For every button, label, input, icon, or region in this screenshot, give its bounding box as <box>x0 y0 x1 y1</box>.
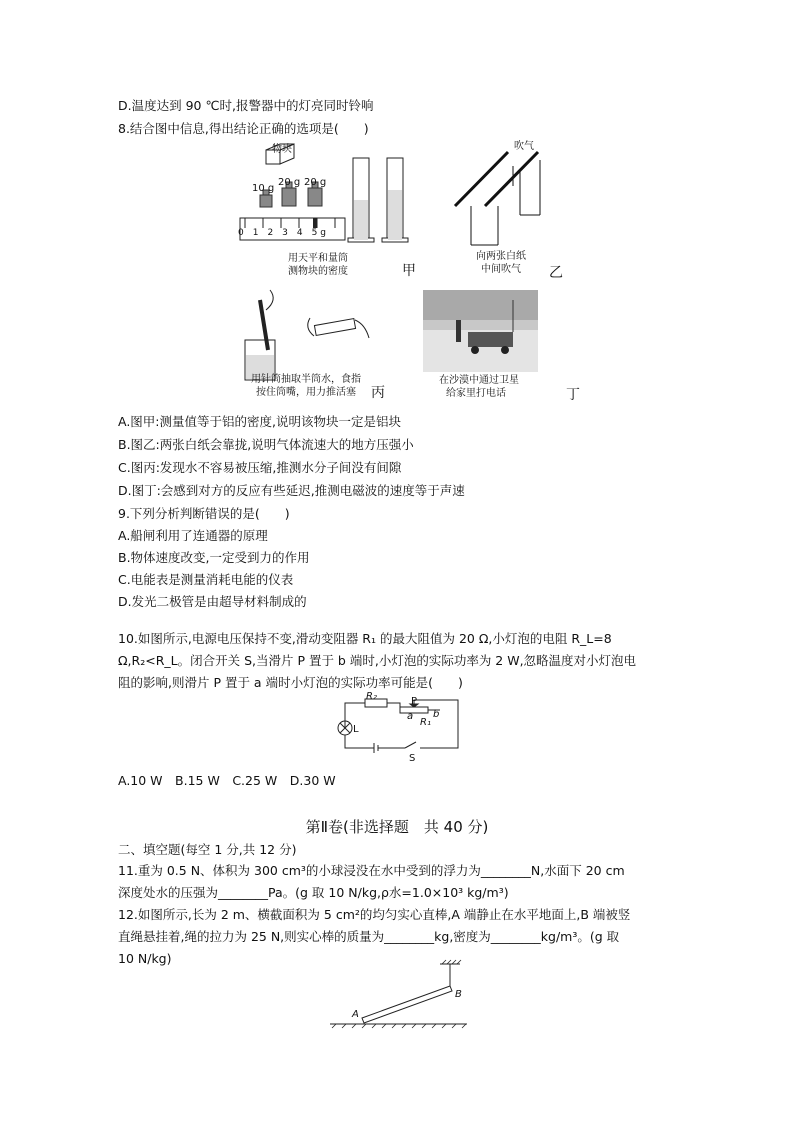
q9-option-c: C.电能表是测量消耗电能的仪表 <box>118 572 294 587</box>
question-12-line-2: 直绳悬挂着,绳的拉力为 25 N,则实心棒的质量为________kg,密度为________kg/m³。(g 取 <box>118 929 620 944</box>
section-heading: 第Ⅱ卷(非选择题 共 40 分) <box>305 818 489 836</box>
yi-caption-2: 中间吹气 <box>481 264 521 275</box>
jia-tag: 甲 <box>402 263 416 279</box>
label-p: P <box>411 696 418 707</box>
ruler-scale-label: 0 1 2 3 4 5 g <box>238 228 326 238</box>
block-label: 物块 <box>272 144 292 155</box>
yi-blow-label: 吹气 <box>514 141 534 152</box>
weight-label-20g-2: 20 g <box>304 177 327 188</box>
paper-sheets <box>455 152 540 245</box>
question-9: 9.下列分析判断错误的是( ) <box>118 506 290 521</box>
weight-label-10g: 10 g <box>252 183 275 194</box>
question-10-line-1: 10.如图所示,电源电压保持不变,滑动变阻器 R₁ 的最大阻值为 20 Ω,小灯泡的电阻 R_L=8 <box>118 631 612 646</box>
yi-caption-1: 向两张白纸 <box>476 251 526 262</box>
q8-option-b: B.图乙:两张白纸会靠拢,说明气体流速大的地方压强小 <box>118 437 414 452</box>
q9-option-d: D.发光二极管是由超导材料制成的 <box>118 594 307 609</box>
ding-caption-2: 给家里打电话 <box>446 388 506 399</box>
desert-photo <box>423 290 538 372</box>
q9-option-a: A.船闸利用了连通器的原理 <box>118 528 268 543</box>
question-11-line-2: 深度处水的压强为________Pa。(g 取 10 N/kg,ρ水=1.0×10³ kg/m³) <box>118 885 509 900</box>
label-r1: R₁ <box>420 717 431 728</box>
figure-10-circuit <box>330 688 470 763</box>
option-d-temperature: D.温度达到 90 ℃时,报警器中的灯亮同时铃响 <box>118 98 374 113</box>
question-10-line-2: Ω,R₂<R_L。闭合开关 S,当滑片 P 置于 b 端时,小灯泡的实际功率为 2 W,忽略温度对小灯泡电 <box>118 653 637 668</box>
bing-caption-2: 按住筒嘴，用力推活塞 <box>256 387 356 398</box>
q10-options: A.10 W B.15 W C.25 W D.30 W <box>118 773 336 788</box>
syringe-beaker <box>245 290 369 380</box>
q8-option-d: D.图丁:会感到对方的反应有些延迟,推测电磁波的速度等于声速 <box>118 483 465 498</box>
ding-tag: 丁 <box>566 387 580 403</box>
question-12-line-1: 12.如图所示,长为 2 m、横截面积为 5 cm²的均匀实心直棒,A 端静止在水平地面上,B 端被竖 <box>118 907 631 922</box>
label-a: a <box>407 711 414 722</box>
figure-12-rod <box>322 958 472 1030</box>
question-12-line-3: 10 N/kg) <box>118 951 172 966</box>
question-11-line-1: 11.重为 0.5 N、体积为 300 cm³的小球浸没在水中受到的浮力为________N,水面下 20 cm <box>118 863 625 878</box>
q8-option-c: C.图丙:发现水不容易被压缩,推测水分子间没有间隙 <box>118 460 402 475</box>
bing-tag: 丙 <box>371 385 385 401</box>
label-l: L <box>353 724 359 735</box>
label-s: S <box>409 753 416 764</box>
ding-caption-1: 在沙漠中通过卫星 <box>439 375 519 386</box>
yi-tag: 乙 <box>549 265 563 281</box>
label-b: b <box>433 709 440 720</box>
measuring-cylinders <box>348 158 408 242</box>
label-end-a: A <box>352 1009 359 1020</box>
question-8: 8.结合图中信息,得出结论正确的选项是( ) <box>118 121 369 136</box>
bing-caption-1: 用针筒抽取半筒水，食指 <box>251 374 361 385</box>
jia-caption-2: 测物块的密度 <box>288 266 348 277</box>
label-r2: R₂ <box>366 691 377 702</box>
label-end-b: B <box>455 989 462 1000</box>
q8-option-a: A.图甲:测量值等于铝的密度,说明该物块一定是铝块 <box>118 414 401 429</box>
weight-label-20g-1: 20 g <box>278 177 301 188</box>
question-10-line-3: 阻的影响,则滑片 P 置于 a 端时小灯泡的实际功率可能是( ) <box>118 675 463 690</box>
part-2-heading: 二、填空题(每空 1 分,共 12 分) <box>118 842 297 857</box>
q9-option-b: B.物体速度改变,一定受到力的作用 <box>118 550 310 565</box>
jia-caption-1: 用天平和量筒 <box>288 253 348 264</box>
